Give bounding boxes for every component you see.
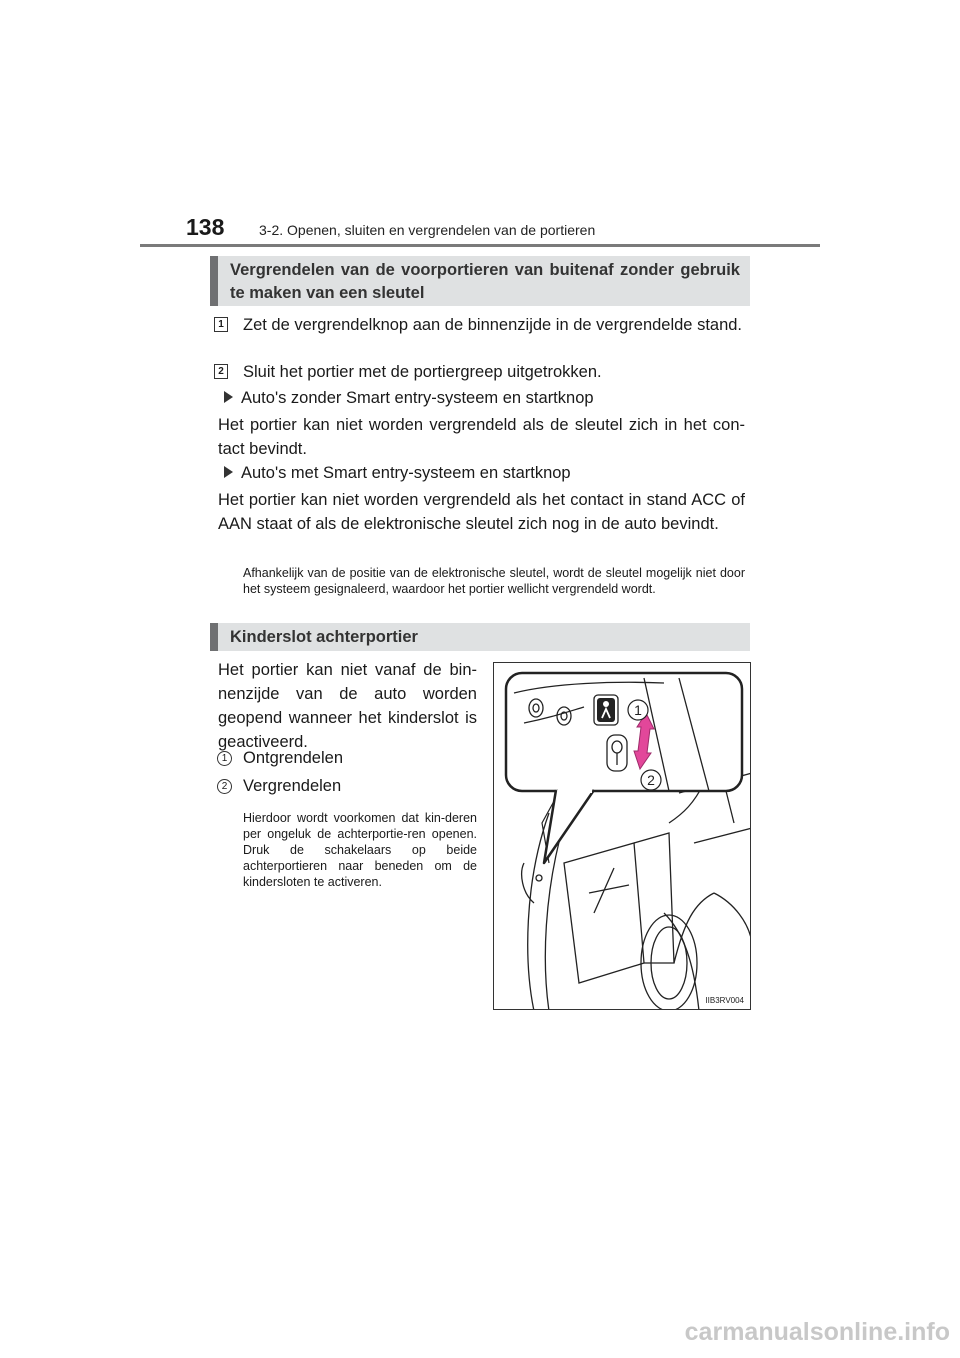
page-number: 138 <box>186 214 225 240</box>
item-number-2: 2 <box>217 779 232 794</box>
note-child-lock: Hierdoor wordt voorkomen dat kin-deren per ongeluk de achterportie-ren openen. Druk de schakelaars op beide achterportieren naar beneden om de kindersloten te activeren. <box>243 811 477 889</box>
watermark-text: carmanualsonline.info <box>684 1318 950 1346</box>
note-electronic-key: Afhankelijk van de positie van de elektronische sleutel, wordt de sleutel mogelijk niet door het systeem gesignaleerd, waardoor het portier wellicht vergrendeld wordt. <box>243 566 745 596</box>
child-lock-diagram <box>494 663 751 1010</box>
triangle-bullet-icon <box>224 466 233 478</box>
callout-label-1: 1 <box>634 702 642 718</box>
paragraph-acc-on: Het portier kan niet worden vergrendeld als het contact in stand ACC of AAN staat of als de elektronische sleutel zich nog in de auto bevindt. <box>218 491 745 533</box>
triangle-bullet-icon <box>224 391 233 403</box>
item-unlock: Ontgrendelen <box>243 749 343 767</box>
step-number-2: 2 <box>214 364 228 379</box>
step-text-2: Sluit het portier met de portiergreep uitgetrokken. <box>243 363 602 381</box>
section-title-lock-front-doors: Vergrendelen van de voorportieren van buitenaf zonder gebruik te maken van een sleutel <box>210 256 750 306</box>
child-lock-symbol-icon <box>597 698 615 722</box>
bullet-text: Auto's zonder Smart entry-systeem en startknop <box>241 389 594 407</box>
header-rule <box>140 244 820 247</box>
item-lock: Vergrendelen <box>243 777 342 795</box>
child-lock-illustration <box>493 662 751 1010</box>
item-number-1: 1 <box>217 751 232 766</box>
bullet-without-smart-entry <box>224 386 594 410</box>
bullet-with-smart-entry <box>224 461 571 485</box>
callout-label-2: 2 <box>647 772 655 788</box>
section-title-child-lock: Kinderslot achterportier <box>210 623 750 651</box>
bullet-text: Auto's met Smart entry-systeem en startknop <box>241 464 571 482</box>
step-text-1: Zet de vergrendelknop aan de binnenzijde in de vergrendelde stand. <box>243 316 743 334</box>
paragraph-child-lock-intro: Het portier kan niet vanaf de bin-nenzijde van de auto worden geopend wanneer het kinderslot is geactiveerd. <box>218 661 477 751</box>
running-head: 3-2. Openen, sluiten en vergrendelen van de portieren <box>259 222 596 238</box>
step-number-1: 1 <box>214 317 228 332</box>
paragraph-key-in-ignition: Het portier kan niet worden vergrendeld als de sleutel zich in het con-tact bevindt. <box>218 416 745 458</box>
figure-code: IIB3RV004 <box>705 996 744 1005</box>
